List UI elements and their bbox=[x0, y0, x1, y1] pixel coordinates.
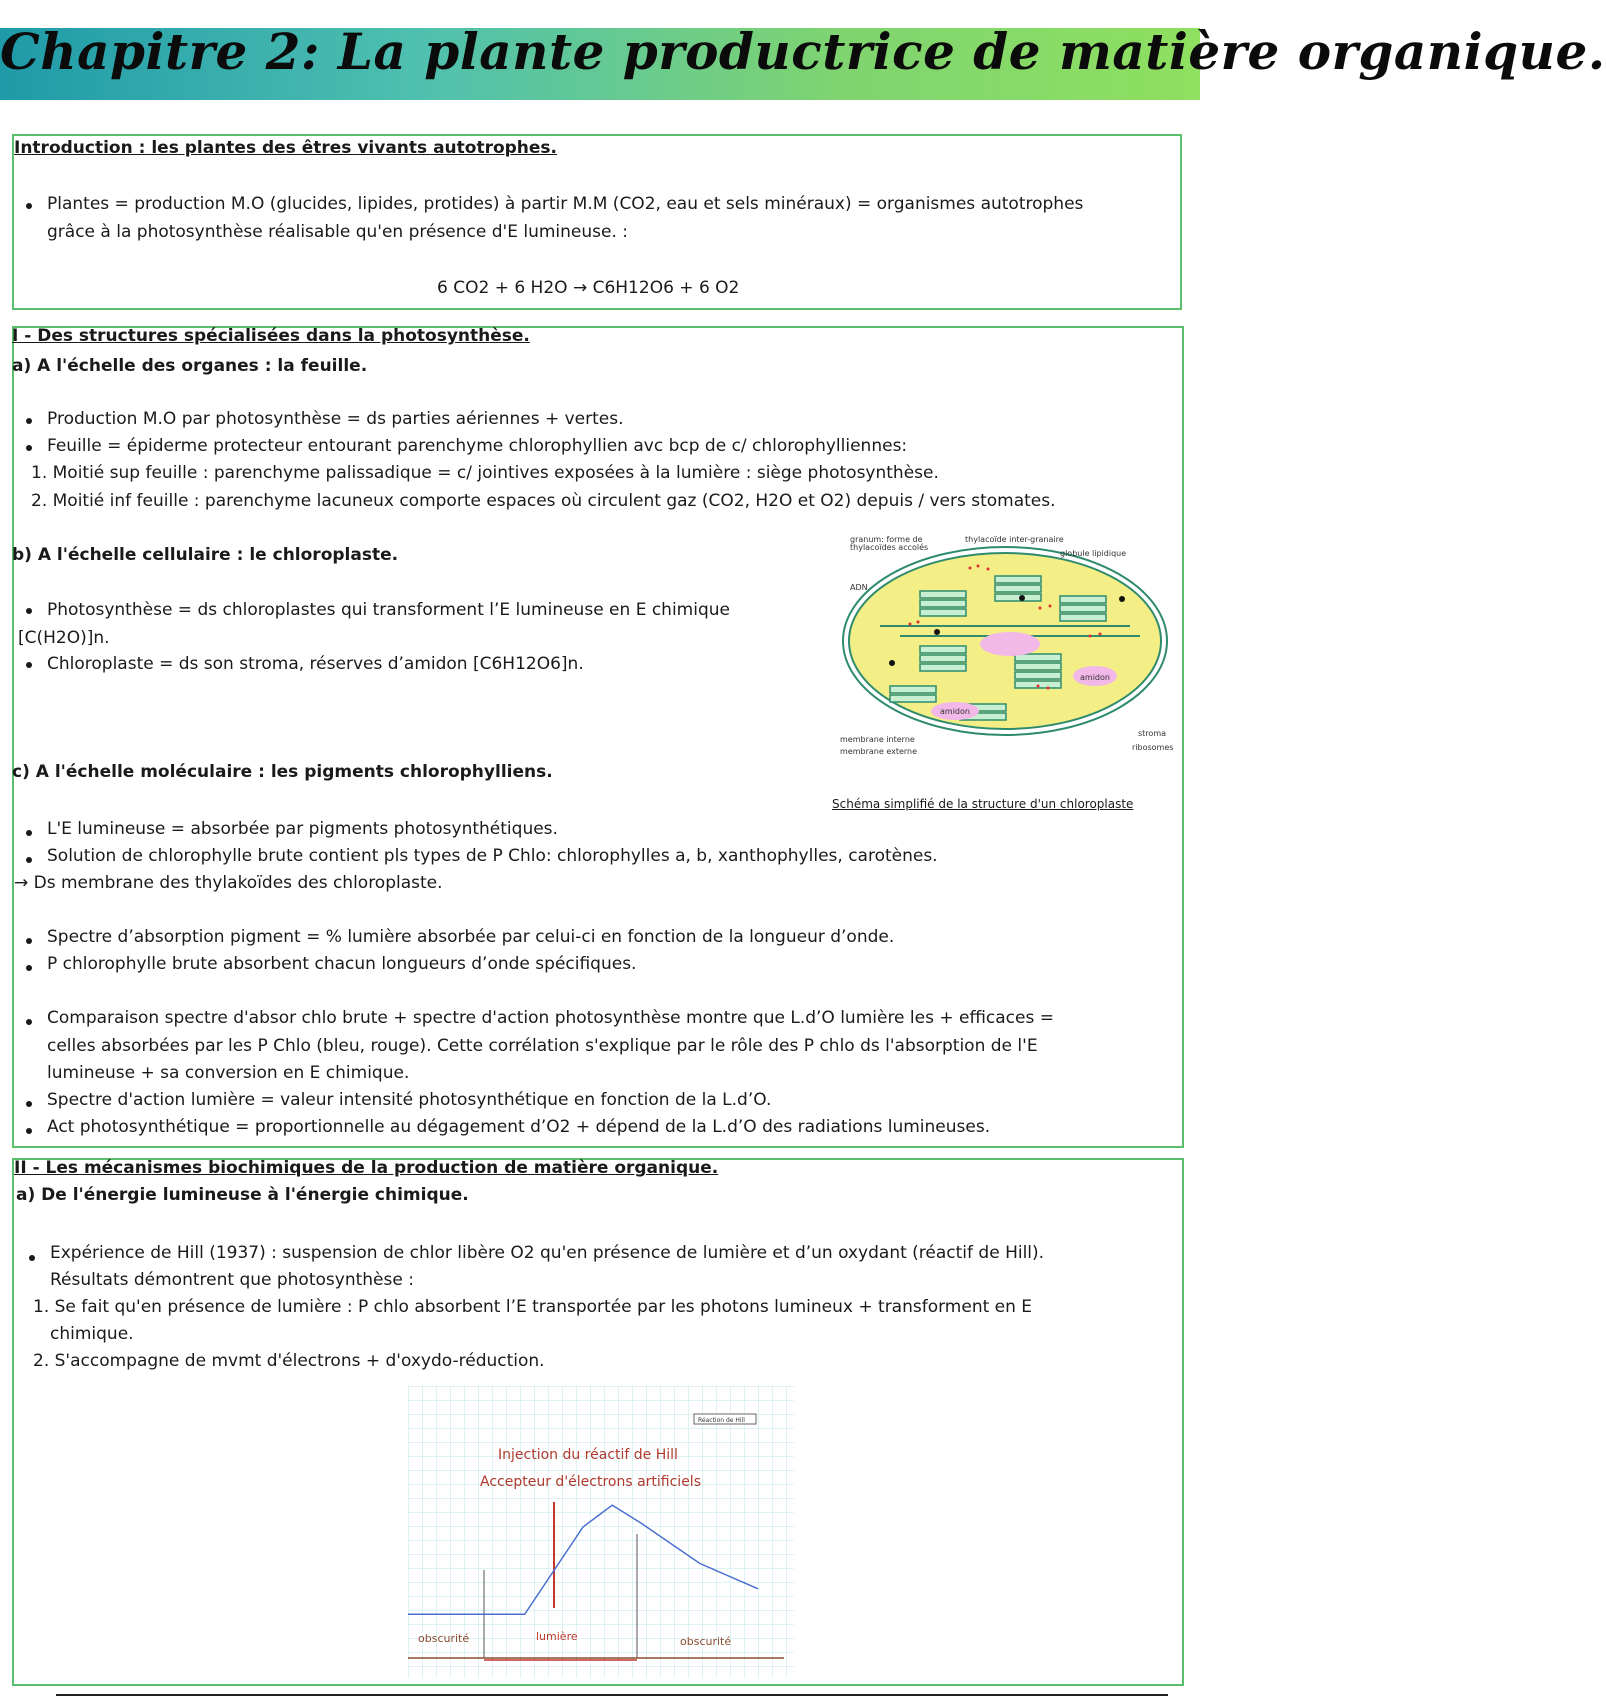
bullet bbox=[26, 608, 32, 614]
phase-label-lumiere: lumière bbox=[536, 1630, 578, 1643]
lipid-globule bbox=[1019, 595, 1025, 601]
label-thylakoid: thylacoïde inter-granaire bbox=[965, 535, 1064, 544]
section1-b1b: [C(H2O)]n. bbox=[18, 628, 110, 648]
hill-reaction-chart bbox=[408, 1386, 794, 1678]
section1-a3: 1. Moitié sup feuille : parenchyme palissadique = c/ jointives exposées à la lumière : siège photosynthèse. bbox=[31, 463, 939, 483]
section2-p2: 1. Se fait qu'en présence de lumière : P chlo absorbent l’E transportée par les photons lumineux + transforment en E bbox=[33, 1297, 1033, 1317]
section1-c3: → Ds membrane des thylakoïdes des chloroplaste. bbox=[14, 873, 443, 893]
section1-c7: Spectre d'action lumière = valeur intensité photosynthétique en fonction de la L.d’O. bbox=[47, 1090, 772, 1110]
bullet bbox=[26, 445, 32, 451]
footer-rule bbox=[56, 1694, 1168, 1696]
section2-p2b: chimique. bbox=[50, 1324, 134, 1344]
section2-p3: 2. S'accompagne de mvmt d'électrons + d'oxydo-réduction. bbox=[33, 1351, 545, 1371]
legend-text: Réaction de Hill bbox=[698, 1417, 745, 1424]
label-ribosomes: ribosomes bbox=[1132, 743, 1174, 752]
intro-line1: Plantes = production M.O (glucides, lipides, protides) à partir M.M (CO2, eau et sels minéraux) = organismes autotrophes bbox=[47, 194, 1084, 214]
lipid-globule bbox=[1119, 596, 1125, 602]
section1-a4: 2. Moitié inf feuille : parenchyme lacuneux comporte espaces où circulent gaz (CO2, H2O et O2) depuis / vers stomates. bbox=[31, 491, 1056, 511]
bullet bbox=[26, 1101, 32, 1107]
intro-heading: Introduction : les plantes des êtres vivants autotrophes. bbox=[14, 138, 558, 158]
diagram-caption: Schéma simplifié de la structure d'un chloroplaste bbox=[832, 797, 1134, 811]
bullet bbox=[26, 965, 32, 971]
bullet bbox=[26, 1019, 32, 1025]
section1-c8: Act photosynthétique = proportionnelle au dégagement d’O2 + dépend de la L.d’O des radiations lumineuses. bbox=[47, 1117, 991, 1137]
lipid-globule bbox=[889, 660, 895, 666]
label-granum2: thylacoïdes accolés bbox=[850, 543, 929, 552]
equation: 6 CO2 + 6 H2O → C6H12O6 + 6 O2 bbox=[437, 278, 740, 298]
bullet bbox=[26, 938, 32, 944]
phase-label-obscurite-2: obscurité bbox=[680, 1635, 732, 1648]
section2-a-heading: a) De l'énergie lumineuse à l'énergie chimique. bbox=[16, 1185, 469, 1205]
section1-c5: P chlorophylle brute absorbent chacun longueurs d’onde spécifiques. bbox=[47, 954, 637, 974]
section2-p1: Expérience de Hill (1937) : suspension de chlor libère O2 qu'en présence de lumière et d’un oxydant (réactif de Hill). bbox=[50, 1243, 1045, 1263]
label-stroma: stroma bbox=[1138, 729, 1167, 738]
bullet bbox=[29, 1255, 35, 1261]
bullet bbox=[26, 857, 32, 863]
bullet bbox=[26, 418, 32, 424]
section1-b2: Chloroplaste = ds son stroma, réserves d’amidon [C6H12O6]n. bbox=[47, 654, 584, 674]
section1-c-heading: c) A l'échelle moléculaire : les pigments chlorophylliens. bbox=[12, 762, 553, 782]
section1-c4: Spectre d’absorption pigment = % lumière absorbée par celui-ci en fonction de la longueur d’onde. bbox=[47, 927, 895, 947]
bullet bbox=[26, 662, 32, 668]
section1-b1: Photosynthèse = ds chloroplastes qui transforment l’E lumineuse en E chimique bbox=[47, 600, 730, 620]
section1-a2: Feuille = épiderme protecteur entourant parenchyme chlorophyllien avc bcp de c/ chlorophylliennes: bbox=[47, 436, 908, 456]
label-adn: ADN bbox=[850, 583, 868, 592]
lipid-globule bbox=[934, 629, 940, 635]
section1-c6b: celles absorbées par les P Chlo (bleu, rouge). Cette corrélation s'explique par le rôle des P chlo ds l'absorption de l'E bbox=[47, 1036, 1038, 1056]
bullet bbox=[26, 203, 32, 209]
label-mem-int: membrane interne bbox=[840, 735, 915, 744]
section1-c6: Comparaison spectre d'absor chlo brute + spectre d'action photosynthèse montre que L.d’O lumière les + efficaces = bbox=[47, 1008, 1054, 1028]
starch-grain bbox=[980, 632, 1040, 656]
section2-p1b: Résultats démontrent que photosynthèse : bbox=[50, 1270, 414, 1290]
label-granum: granum: forme de bbox=[850, 535, 923, 544]
section1-a1: Production M.O par photosynthèse = ds parties aériennes + vertes. bbox=[47, 409, 624, 429]
chloroplast-diagram bbox=[840, 535, 1174, 766]
section1-c6c: lumineuse + sa conversion en E chimique. bbox=[47, 1063, 410, 1083]
bullet bbox=[26, 1128, 32, 1134]
page-title: Chapitre 2: La plante productrice de matière organique. bbox=[0, 22, 1606, 81]
section1-c1: L'E lumineuse = absorbée par pigments photosynthétiques. bbox=[47, 819, 558, 839]
section2-heading: II - Les mécanismes biochimiques de la production de matière organique. bbox=[14, 1158, 719, 1178]
label-amidon1: amidon bbox=[1080, 673, 1110, 682]
section1-a-heading: a) A l'échelle des organes : la feuille. bbox=[12, 356, 368, 376]
section1-b-heading: b) A l'échelle cellulaire : le chloroplaste. bbox=[12, 545, 399, 565]
intro-line2: grâce à la photosynthèse réalisable qu'en présence d'E lumineuse. : bbox=[47, 222, 628, 242]
label-amidon2: amidon bbox=[940, 707, 970, 716]
section1-heading: I - Des structures spécialisées dans la photosynthèse. bbox=[12, 326, 530, 346]
label-mem-ext: membrane externe bbox=[840, 747, 918, 756]
annotation-injection: Injection du réactif de Hill bbox=[498, 1447, 678, 1463]
label-globule: globule lipidique bbox=[1060, 549, 1127, 558]
annotation-acceptor: Accepteur d'électrons artificiels bbox=[480, 1474, 701, 1490]
section1-c2: Solution de chlorophylle brute contient pls types de P Chlo: chlorophylles a, b, xanthophylles, carotènes. bbox=[47, 846, 938, 866]
bullet bbox=[26, 830, 32, 836]
phase-label-obscurite-1: obscurité bbox=[418, 1632, 470, 1645]
